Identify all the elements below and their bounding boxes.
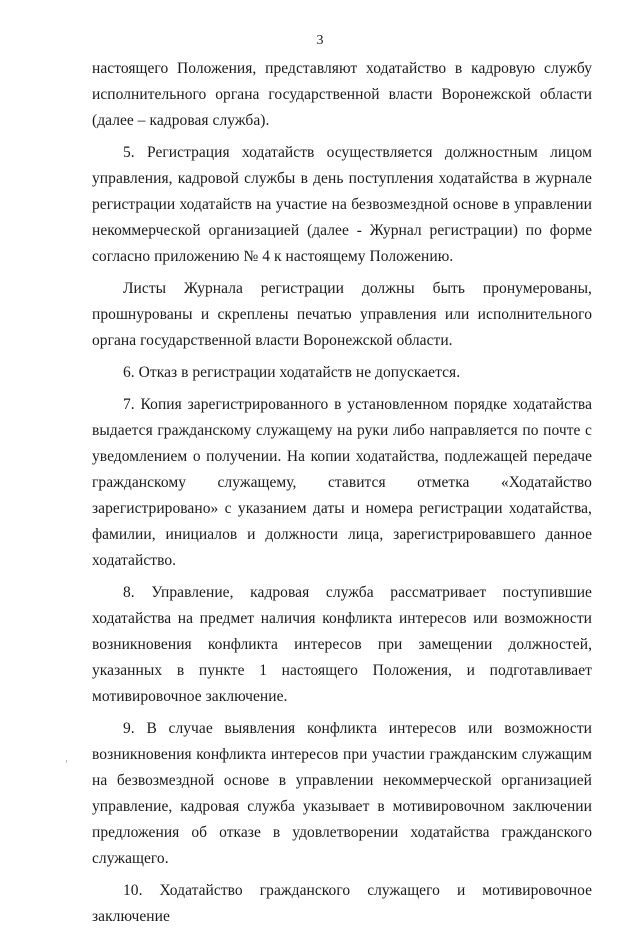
- document-body: [92, 56, 592, 936]
- paragraph-item-5: 5. Регистрация ходатайств осуществляется должностным лицом управления, кадровой службы в день поступления ходатайства в журнале регистрации ходатайств на участие на безвозмездной основе в управлении некоммерческой организацией (далее - Журнал регистрации) по форме согласно приложению № 4 к настоящему Положению.: [92, 144, 592, 265]
- scan-artifact: [66, 760, 67, 763]
- page-number: 3: [316, 33, 324, 48]
- paragraph-item-7: 7. Копия зарегистрированного в установленном порядке ходатайства выдается гражданскому служащему на руки либо направляется по почте с уведомлением о получении. На копии ходатайства, подлежащей передаче гражданскому служащему, ставится отметка «Ходатайство зарегистрировано» с указанием даты и номера регистрации ходатайства, фамилии, инициалов и должности лица, зарегистрировавшего данное ходатайство.: [92, 396, 592, 569]
- paragraph-item-10: 10. Ходатайство гражданского служащего и мотивировочное заключение: [92, 882, 592, 925]
- paragraph-item-9: 9. В случае выявления конфликта интересов или возможности возникновения конфликта интересов при участии гражданским служащим на безвозмездной основе в управлении некоммерческой организацией управление, кадровая служба указывает в мотивировочном заключении предложения об отказе в удовлетворении ходатайства гражданского служащего.: [92, 720, 592, 867]
- paragraph-intro-continuation: настоящего Положения, представляют ходатайство в кадровую службу исполнительного органа государственной власти Воронежской области (далее – кадровая служба).: [92, 60, 592, 129]
- paragraph-item-8: 8. Управление, кадровая служба рассматривает поступившие ходатайства на предмет наличия конфликта интересов или возможности возникновения конфликта интересов при замещении должностей, указанных в пункте 1 настоящего Положения, и подготавливает мотивировочное заключение.: [92, 584, 592, 705]
- paragraph-item-6: 6. Отказ в регистрации ходатайств не допускается.: [123, 364, 461, 381]
- paragraph-journal-sheets: Листы Журнала регистрации должны быть пронумерованы, прошнурованы и скреплены печатью управления или исполнительного органа государственной власти Воронежской области.: [92, 280, 592, 349]
